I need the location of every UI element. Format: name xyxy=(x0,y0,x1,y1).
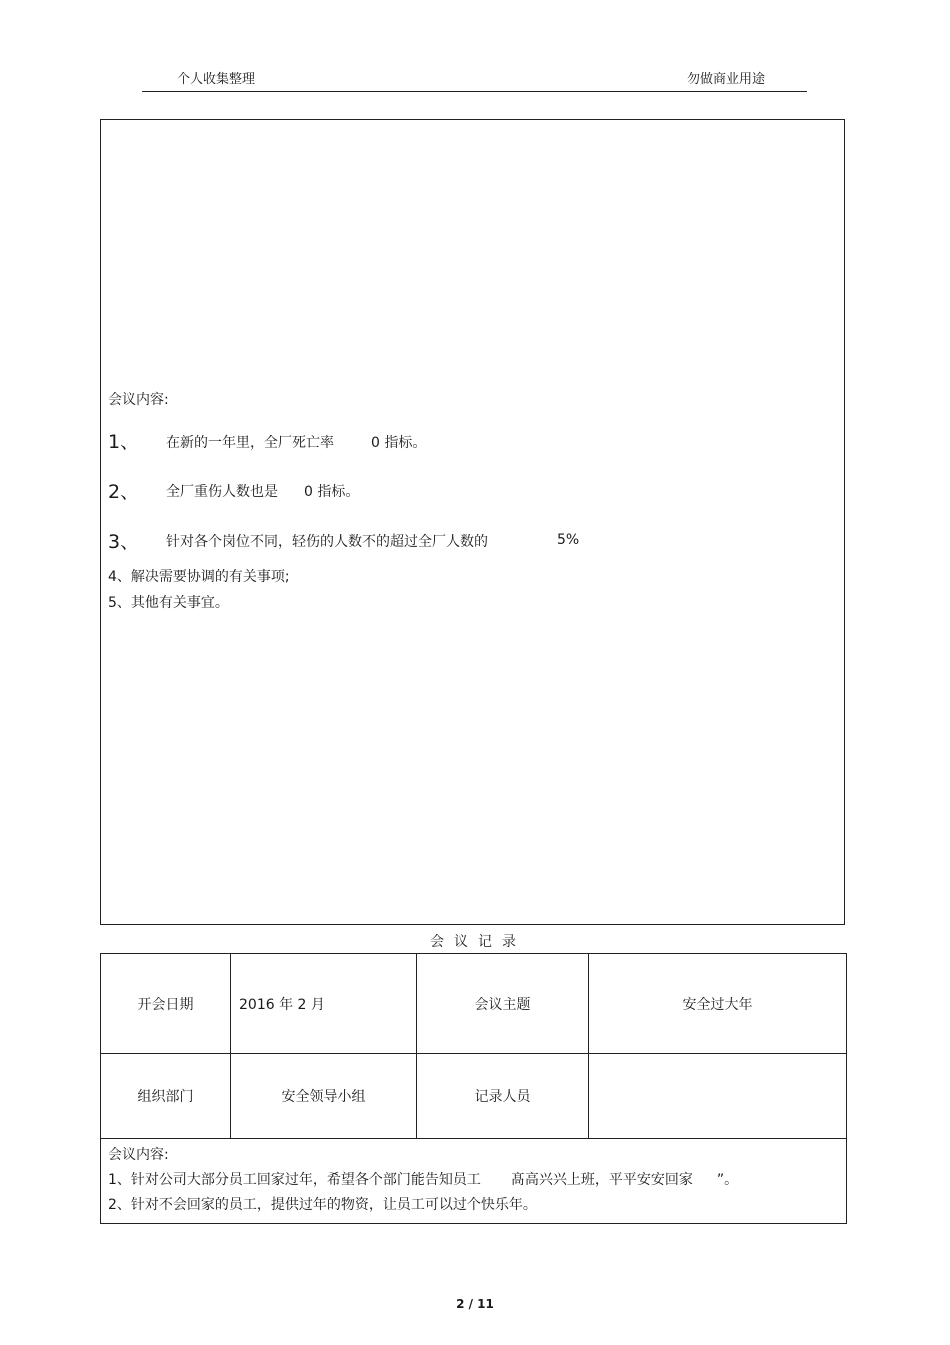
item-2-value: 0 指标。 xyxy=(304,484,360,500)
record-line-1-c: ”。 xyxy=(716,1172,739,1188)
record-line-1 xyxy=(108,1168,839,1193)
item-4-text: 4、解决需要协调的有关事项; xyxy=(108,569,290,585)
record-line-1-b: 髙高兴兴上班，平平安安回家 xyxy=(510,1172,693,1188)
table-row xyxy=(101,1054,847,1139)
item-1-number: 1、 xyxy=(108,431,140,453)
meeting-record-table xyxy=(100,953,847,1224)
meeting-record-title: 会议记录 xyxy=(430,934,526,950)
recorder-label: 记录人员 xyxy=(417,1054,589,1139)
item-1-value: 0 指标。 xyxy=(371,435,427,451)
meeting-content-box xyxy=(100,119,845,925)
record-content-cell xyxy=(101,1139,847,1224)
date-label: 开会日期 xyxy=(101,954,231,1054)
item-1-text: 在新的一年里，全厂死亡率 xyxy=(166,435,334,451)
header-rule xyxy=(142,91,807,92)
page-number: 2 / 11 xyxy=(456,1297,494,1311)
item-5-text: 5、其他有关事宜。 xyxy=(108,595,229,611)
dept-label: 组织部门 xyxy=(101,1054,231,1139)
item-2-text: 全厂重伤人数也是 xyxy=(166,484,278,500)
table-row xyxy=(101,1139,847,1224)
record-line-1-a: 1、针对公司大部分员工回家过年，希望各个部门能告知员工 xyxy=(108,1172,481,1188)
item-3-value: 5% xyxy=(557,532,580,548)
item-3-text: 针对各个岗位不同，轻伤的人数不的超过全厂人数的 xyxy=(166,534,488,550)
header-left-text: 个人收集整理 xyxy=(177,72,256,87)
table-row xyxy=(101,954,847,1054)
date-value: 2016 年 2 月 xyxy=(231,954,417,1054)
content-label: 会议内容: xyxy=(108,392,169,408)
item-3-number: 3、 xyxy=(108,531,140,553)
header-right-text: 勿做商业用途 xyxy=(687,72,766,87)
topic-label: 会议主题 xyxy=(417,954,589,1054)
topic-value: 安全过大年 xyxy=(589,954,847,1054)
recorder-value xyxy=(589,1054,847,1139)
dept-value: 安全领导小组 xyxy=(231,1054,417,1139)
record-line-2: 2、针对不会回家的员工，提供过年的物资，让员工可以过个快乐年。 xyxy=(108,1197,537,1213)
item-2-number: 2、 xyxy=(108,481,140,503)
record-content-label: 会议内容: xyxy=(108,1147,169,1163)
